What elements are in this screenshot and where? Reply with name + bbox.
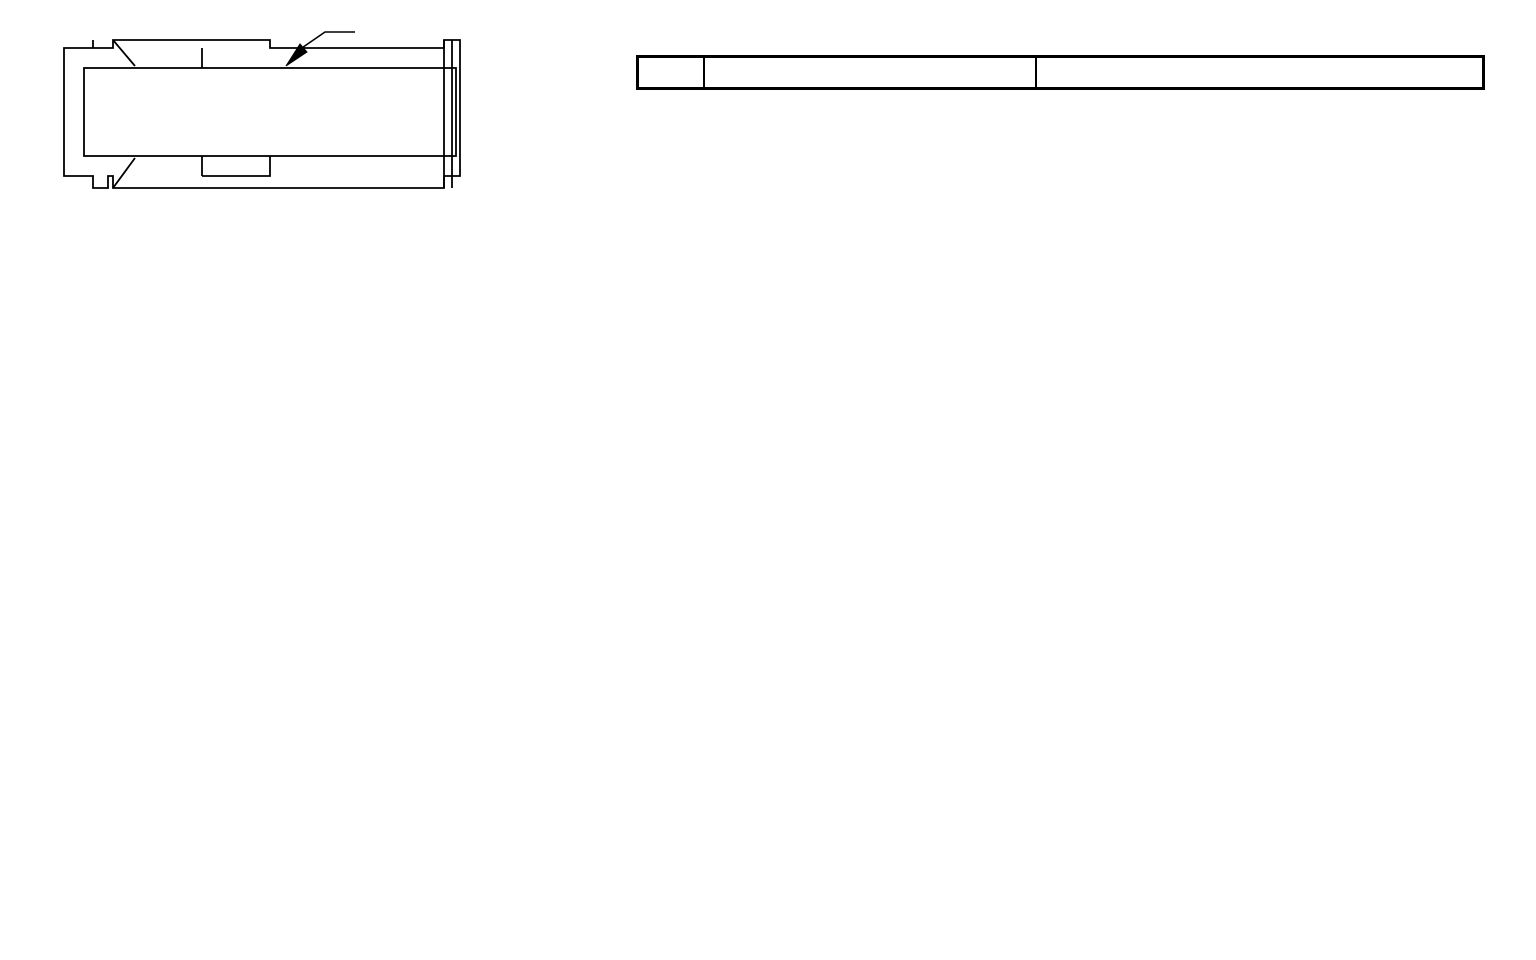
connector-outer-shell (64, 40, 460, 188)
header-circuit (704, 57, 1036, 89)
header-cav (638, 57, 704, 89)
connector-diagram (0, 0, 620, 320)
yellow-callout-arrow (286, 32, 355, 66)
table-header-row (638, 57, 1484, 89)
header-function (1036, 57, 1484, 89)
connector-inner-body (84, 68, 456, 156)
pinout-table (636, 55, 1485, 90)
